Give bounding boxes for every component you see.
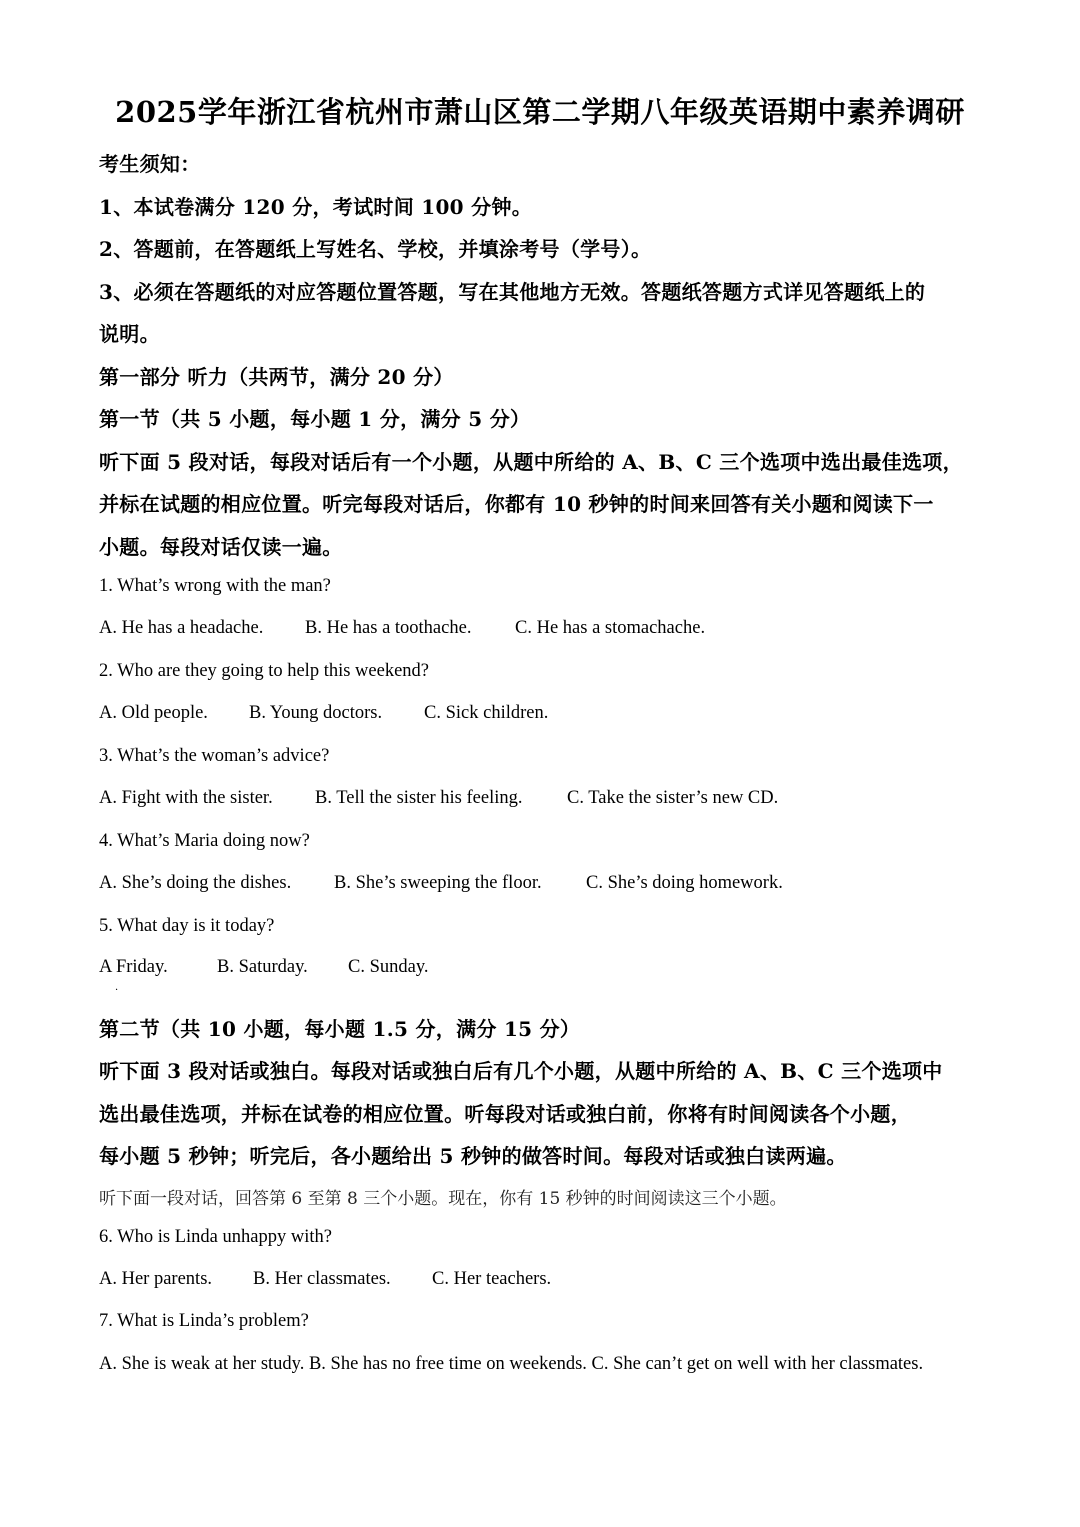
option-a: A Friday.: [99, 957, 168, 977]
option-b: B. She’s sweeping the floor.: [334, 873, 542, 893]
section1-instruction-line-1: 听下面 5 段对话，每段对话后有一个小题，从题中所给的 A、B、C 三个选项中选出最佳选项，: [99, 450, 963, 474]
option-a: A. Old people.: [99, 703, 208, 723]
option-a: A. He has a headache.: [99, 618, 264, 638]
option-b: B. Young doctors.: [249, 703, 383, 723]
section2-heading: 第二节（共 10 小题，每小题 1.5 分，满分 15 分）: [99, 1017, 581, 1041]
option-a: A. She’s doing the dishes.: [99, 873, 292, 893]
option-c: C. Sunday.: [348, 957, 429, 977]
page-title: 2025学年浙江省杭州市萧山区第二学期八年级英语期中素养调研: [115, 95, 965, 129]
option-c: C. Take the sister’s new CD.: [567, 788, 779, 808]
option-b: B. He has a toothache.: [305, 618, 472, 638]
section2-instruction-line-1: 听下面 3 段对话或独白。每段对话或独白后有几个小题，从题中所给的 A、B、C 三个选项中: [99, 1059, 943, 1083]
section2-instruction-line-2: 选出最佳选项，并标在试卷的相应位置。听每段对话或独白前，你将有时间阅读各个小题，: [99, 1102, 911, 1126]
question-1: 1. What’s wrong with the man?: [99, 576, 331, 596]
question-2: 2. Who are they going to help this weekend?: [99, 661, 430, 681]
part1-heading: 第一部分 听力（共两节，满分 20 分）: [99, 365, 454, 389]
option-c: C. He has a stomachache.: [515, 618, 706, 638]
option-b: B. Tell the sister his feeling.: [315, 788, 523, 808]
option-a: A. Her parents.: [99, 1269, 213, 1289]
section1-heading: 第一节（共 5 小题，每小题 1 分，满分 5 分）: [99, 407, 531, 431]
question-5: 5. What day is it today?: [99, 916, 275, 936]
stray-dot: ·: [115, 985, 119, 996]
question-7: 7. What is Linda’s problem?: [99, 1311, 309, 1331]
question-4: 4. What’s Maria doing now?: [99, 831, 310, 851]
section1-instruction-line-2: 并标在试题的相应位置。听完每段对话后，你都有 10 秒钟的时间来回答有关小题和阅读下一: [99, 492, 934, 516]
section2-instruction-line-3: 每小题 5 秒钟；听完后，各小题给出 5 秒钟的做答时间。每段对话或独白读两遍。: [99, 1144, 847, 1168]
question-7-options: A. She is weak at her study. B. She has no free time on weekends. C. She can’t get on well with her classmates.: [99, 1354, 924, 1374]
option-a: A. Fight with the sister.: [99, 788, 273, 808]
option-c: C. Her teachers.: [432, 1269, 552, 1289]
question-6: 6. Who is Linda unhappy with?: [99, 1227, 332, 1247]
option-b: B. Saturday.: [217, 957, 308, 977]
option-c: C. Sick children.: [424, 703, 549, 723]
option-c: C. She’s doing homework.: [586, 873, 783, 893]
section2-sub-instruction: 听下面一段对话，回答第 6 至第 8 三个小题。现在，你有 15 秒钟的时间阅读这三个小题。: [99, 1189, 787, 1209]
notice-item-3-line-2: 说明。: [99, 322, 160, 346]
notice-heading: 考生须知：: [99, 152, 201, 176]
notice-item-3-line-1: 3、必须在答题纸的对应答题位置答题，写在其他地方无效。答题纸答题方式详见答题纸上的: [99, 280, 926, 304]
notice-item-2: 2、答题前，在答题纸上写姓名、学校，并填涂考号（学号）。: [99, 237, 652, 261]
option-b: B. Her classmates.: [253, 1269, 391, 1289]
question-3: 3. What’s the woman’s advice?: [99, 746, 330, 766]
notice-item-1: 1、本试卷满分 120 分，考试时间 100 分钟。: [99, 195, 533, 219]
section1-instruction-line-3: 小题。每段对话仅读一遍。: [99, 535, 343, 559]
